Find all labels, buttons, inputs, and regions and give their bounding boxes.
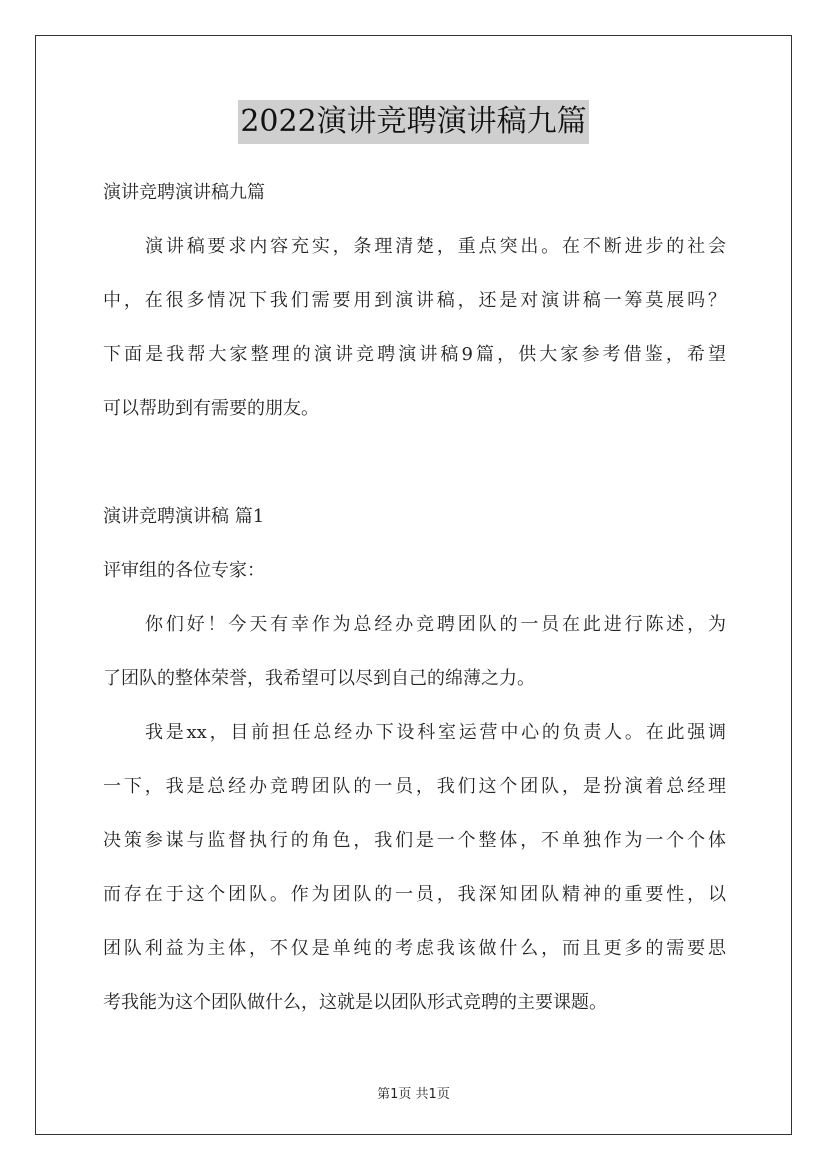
text-line: 考我能为这个团队做什么，这就是以团队形式竞聘的主要课题。 bbox=[103, 992, 607, 1013]
document-body bbox=[103, 172, 726, 1036]
text-line: 我是xx，目前担任总经办下设科室运营中心的负责人。在此强调 bbox=[145, 722, 726, 743]
text-line: 一下，我是总经办竞聘团队的一员，我们这个团队，是扮演着总经理 bbox=[103, 776, 726, 797]
text-line: 而存在于这个团队。作为团队的一员，我深知团队精神的重要性，以 bbox=[103, 884, 726, 905]
text-line: 演讲竞聘演讲稿九篇 bbox=[103, 182, 265, 203]
text-line: 可以帮助到有需要的朋友。 bbox=[103, 398, 319, 419]
text-line: 下面是我帮大家整理的演讲竞聘演讲稿9篇，供大家参考借鉴，希望 bbox=[103, 344, 726, 365]
text-line: 团队利益为主体，不仅是单纯的考虑我该做什么，而且更多的需要思 bbox=[103, 938, 726, 959]
text-line: 了团队的整体荣誉，我希望可以尽到自己的绵薄之力。 bbox=[103, 668, 535, 689]
text-line: 演讲稿要求内容充实，条理清楚，重点突出。在不断进步的社会 bbox=[145, 236, 726, 257]
title-container bbox=[0, 100, 827, 144]
text-line: 你们好！今天有幸作为总经办竞聘团队的一员在此进行陈述，为 bbox=[145, 614, 726, 635]
text-line: 决策参谋与监督执行的角色，我们是一个整体，不单独作为一个个体 bbox=[103, 830, 726, 851]
document-title: 2022演讲竞聘演讲稿九篇 bbox=[238, 100, 588, 144]
page-footer: 第1页 共1页 bbox=[377, 1087, 450, 1102]
text-line: 评审组的各位专家： bbox=[103, 560, 265, 581]
blank-line bbox=[103, 442, 726, 496]
text-line: 中，在很多情况下我们需要用到演讲稿，还是对演讲稿一筹莫展吗？ bbox=[103, 290, 726, 311]
text-line: 演讲竞聘演讲稿 篇1 bbox=[103, 506, 265, 527]
